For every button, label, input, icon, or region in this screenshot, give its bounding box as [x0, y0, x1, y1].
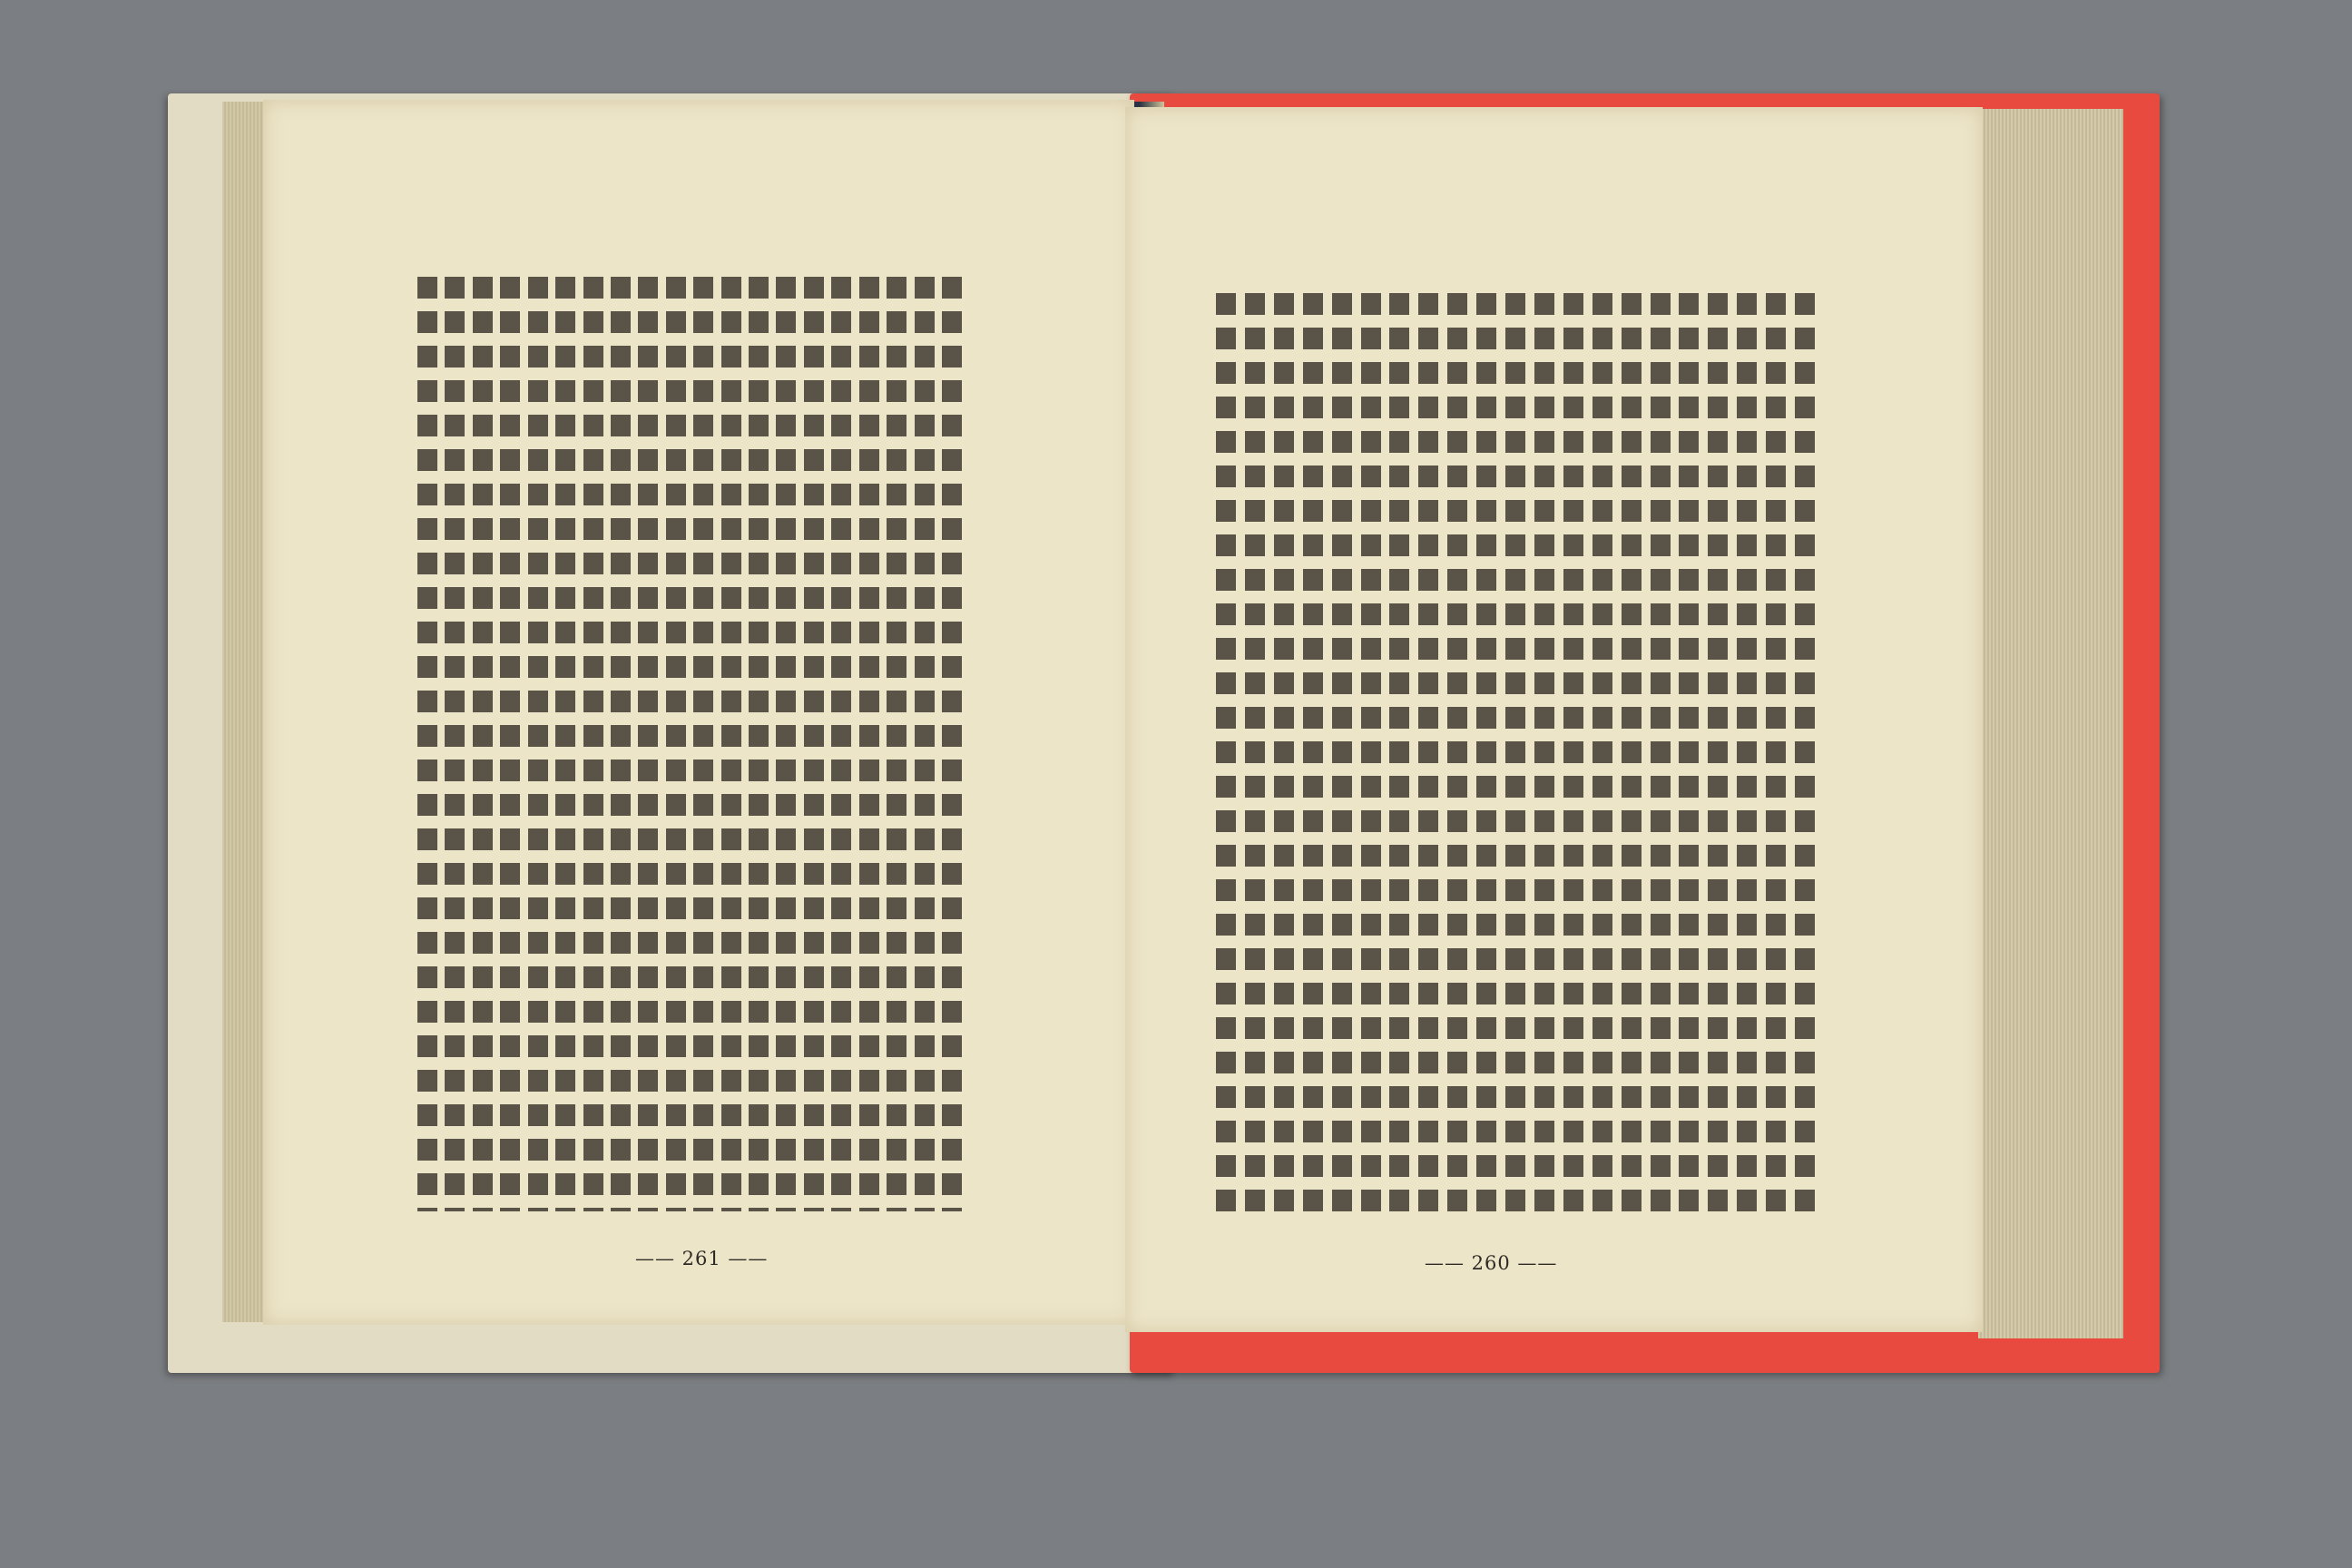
- right-page-text-line: [1505, 293, 1525, 1219]
- left-page-text-line: [473, 277, 493, 1211]
- page-edges-right: [1978, 109, 2123, 1338]
- right-page-text-line: [1766, 293, 1786, 1219]
- right-page-text-line: [1389, 293, 1409, 1219]
- left-page-text-line: [915, 277, 935, 1211]
- left-page-text-line: [693, 277, 713, 1211]
- left-page-text-line: [417, 277, 437, 1211]
- right-page-text-line: [1563, 293, 1583, 1219]
- left-page-text-line: [749, 277, 769, 1211]
- right-page-text-line: [1737, 293, 1757, 1219]
- left-page-text-line: [887, 277, 906, 1211]
- left-page-text-line: [611, 277, 631, 1211]
- left-page-text-line: [804, 277, 824, 1211]
- left-page-text-line: [528, 277, 548, 1211]
- page-edges-left: [222, 102, 266, 1322]
- left-page-text-line: [445, 277, 465, 1211]
- right-page-text-line: [1418, 293, 1438, 1219]
- right-page-number: —— 260 ——: [1425, 1252, 1558, 1274]
- right-page-text-line: [1476, 293, 1496, 1219]
- right-page-text-line: [1679, 293, 1699, 1219]
- right-page-text-line: [1651, 293, 1671, 1219]
- left-page-text-line: [776, 277, 796, 1211]
- left-page-text-line: [859, 277, 879, 1211]
- right-page-text-line: [1622, 293, 1642, 1219]
- right-page-body-text: [1216, 293, 1815, 1219]
- left-page-text-line: [942, 277, 962, 1211]
- right-page-text-line: [1245, 293, 1265, 1219]
- right-page-text-line: [1303, 293, 1323, 1219]
- right-page-text-line: [1592, 293, 1612, 1219]
- left-page-number: —— 261 ——: [635, 1248, 769, 1269]
- left-page-text-line: [666, 277, 686, 1211]
- left-page-text-line: [555, 277, 575, 1211]
- right-page-text-line: [1708, 293, 1728, 1219]
- left-page-body-text: [417, 277, 962, 1211]
- right-page-text-line: [1216, 293, 1236, 1219]
- left-page-text-line: [500, 277, 520, 1211]
- right-page-text-line: [1534, 293, 1554, 1219]
- right-page-text-line: [1274, 293, 1294, 1219]
- left-page-text-line: [831, 277, 851, 1211]
- left-page-text-line: [721, 277, 741, 1211]
- right-page-text-line: [1361, 293, 1381, 1219]
- right-page-text-line: [1447, 293, 1467, 1219]
- left-page-text-line: [638, 277, 658, 1211]
- left-page-text-line: [583, 277, 603, 1211]
- right-page: [1125, 107, 1983, 1332]
- left-page: [263, 100, 1134, 1325]
- right-page-text-line: [1332, 293, 1352, 1219]
- right-page-text-line: [1795, 293, 1815, 1219]
